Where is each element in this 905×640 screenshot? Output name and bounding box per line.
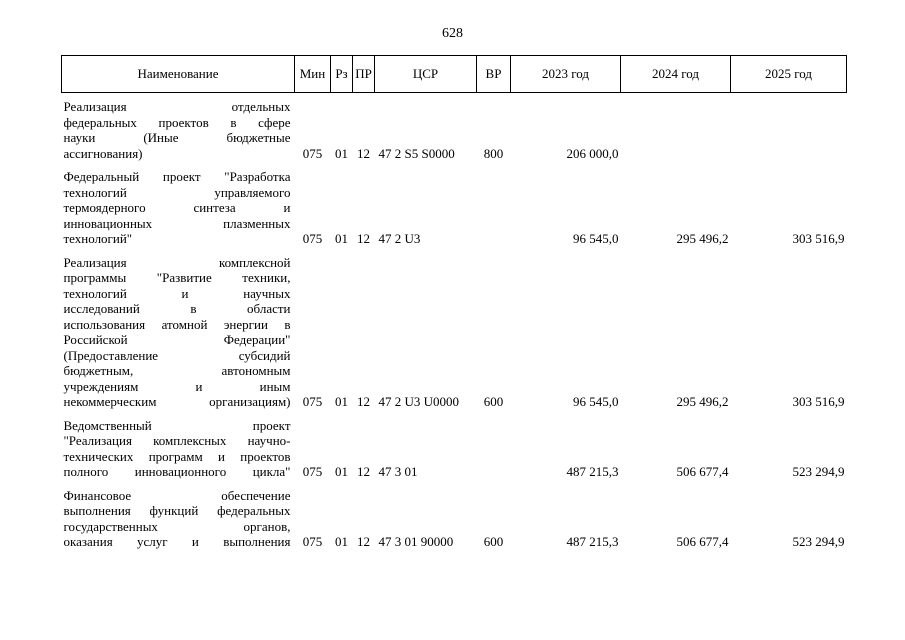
cell-2024: 506 677,4 <box>676 534 729 549</box>
header-rz: Рз <box>331 56 353 93</box>
name-line: Ведомственный проект <box>63 417 291 433</box>
cell-rz: 01 <box>335 534 348 549</box>
name-line: (Предоставление субсидий <box>63 347 291 363</box>
cell-2024: 295 496,2 <box>676 394 729 409</box>
cell-csr: 47 2 U3 U0000 <box>378 394 460 409</box>
table-header-row <box>62 56 847 93</box>
cell-vr <box>477 161 511 247</box>
cell-rz: 01 <box>335 145 348 161</box>
name-line: Реализация комплексной <box>63 254 291 270</box>
name-line: бюджетным, автономным <box>63 363 291 378</box>
name-line: Федеральный проект "Разработка <box>63 169 291 184</box>
header-min: Мин <box>295 56 331 93</box>
cell-rz: 01 <box>335 464 348 479</box>
cell-pr: 12 <box>357 145 370 161</box>
cell-2023: 487 215,3 <box>566 534 619 549</box>
name-line: термоядерного синтеза и <box>63 200 291 215</box>
header-2024: 2024 год <box>621 56 731 93</box>
cell-csr: 47 2 U3 <box>378 231 421 246</box>
header-2025: 2025 год <box>731 56 847 93</box>
name-line: государственных органов, <box>63 518 291 534</box>
name-line: технологий" <box>63 231 133 246</box>
cell-2025: 523 294,9 <box>792 534 845 549</box>
name-line: некоммерческим организациям) <box>63 394 291 409</box>
cell-vr: 600 <box>483 534 504 549</box>
name-line: использования атомной энергии в <box>63 316 291 332</box>
name-line: технических программ и проектов <box>63 448 291 464</box>
cell-name <box>62 93 295 162</box>
cell-min: 075 <box>302 145 323 161</box>
cell-2023: 487 215,3 <box>566 464 619 479</box>
cell-pr: 12 <box>357 534 370 549</box>
cell-vr <box>477 410 511 480</box>
cell-csr: 47 3 01 90000 <box>378 534 454 549</box>
cell-csr: 47 2 S5 S0000 <box>378 145 455 161</box>
name-line: технологий и научных <box>63 285 291 301</box>
header-csr: ЦСР <box>375 56 477 93</box>
name-line: исследований в области <box>63 301 291 316</box>
name-line: инновационных плазменных <box>63 215 291 231</box>
table-row <box>62 161 847 247</box>
cell-pr: 12 <box>357 231 370 246</box>
name-line: Финансовое обеспечение <box>63 487 291 503</box>
cell-2023: 96 545,0 <box>573 231 619 246</box>
name-line: выполнения функций федеральных <box>63 503 291 518</box>
cell-min: 075 <box>302 464 323 479</box>
cell-csr: 47 3 01 <box>378 464 418 479</box>
cell-pr: 12 <box>357 394 370 409</box>
page-number: 628 <box>442 26 463 41</box>
cell-2024: 506 677,4 <box>676 464 729 479</box>
cell-2025: 523 294,9 <box>792 464 845 479</box>
table-row <box>62 410 847 480</box>
cell-rz: 01 <box>335 231 348 246</box>
cell-2023: 206 000,0 <box>566 145 619 161</box>
cell-2025: 303 516,9 <box>792 231 845 246</box>
cell-min: 075 <box>302 394 323 409</box>
name-line: "Реализация комплексных научно- <box>63 433 291 448</box>
header-2023: 2023 год <box>511 56 621 93</box>
cell-name <box>62 480 295 550</box>
name-line: учреждениям и иным <box>63 378 291 394</box>
table-row <box>62 480 847 550</box>
cell-pr: 12 <box>357 464 370 479</box>
table-row <box>62 247 847 410</box>
budget-table <box>61 55 847 550</box>
header-pr: ПР <box>353 56 375 93</box>
cell-2024 <box>621 93 731 162</box>
cell-rz: 01 <box>335 394 348 409</box>
header-name: Наименование <box>62 56 295 93</box>
cell-2023: 96 545,0 <box>573 394 619 409</box>
cell-min: 075 <box>302 534 323 549</box>
cell-min: 075 <box>302 231 323 246</box>
name-line: Российской Федерации" <box>63 332 291 347</box>
name-line: ассигнования) <box>63 145 143 161</box>
cell-name <box>62 247 295 410</box>
name-line: программы "Развитие техники, <box>63 270 291 285</box>
name-line: федеральных проектов в сфере <box>63 114 291 130</box>
name-line: полного инновационного цикла" <box>63 464 291 479</box>
cell-2024: 295 496,2 <box>676 231 729 246</box>
cell-2025 <box>731 93 847 162</box>
name-line: технологий управляемого <box>63 184 291 200</box>
name-line: науки (Иные бюджетные <box>63 130 291 145</box>
name-line: Реализация отдельных <box>63 99 291 114</box>
header-vr: ВР <box>477 56 511 93</box>
cell-vr: 800 <box>483 145 504 161</box>
cell-2025: 303 516,9 <box>792 394 845 409</box>
name-line: оказания услуг и выполнения <box>63 534 291 549</box>
cell-vr: 600 <box>483 394 504 409</box>
table-row <box>62 93 847 162</box>
cell-name <box>62 161 295 247</box>
cell-name <box>62 410 295 480</box>
